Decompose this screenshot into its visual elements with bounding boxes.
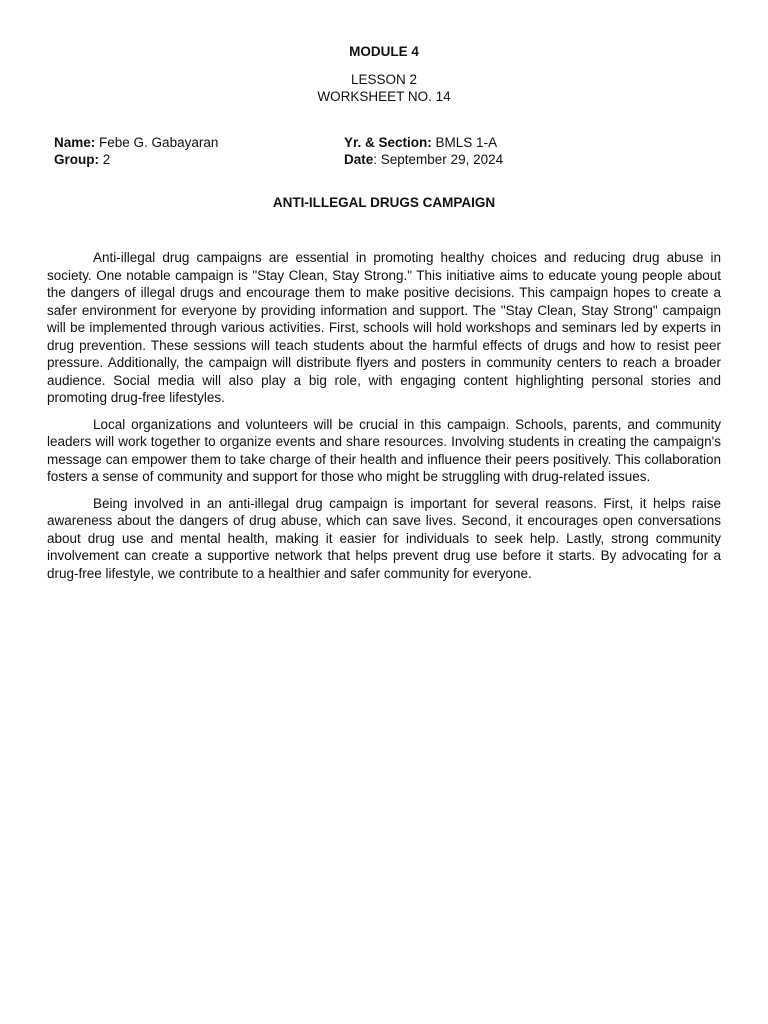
student-info-left [54, 134, 218, 168]
document-body [47, 249, 721, 591]
date-label: Date [344, 152, 374, 167]
date-value: : September 29, 2024 [373, 152, 504, 167]
name-row [54, 134, 218, 151]
group-label: Group: [54, 152, 99, 167]
worksheet-number: WORKSHEET NO. 14 [317, 89, 451, 104]
date-row [344, 151, 503, 168]
student-info-right [344, 134, 503, 168]
document-title: ANTI-ILLEGAL DRUGS CAMPAIGN [272, 195, 496, 210]
paragraph-2: Local organizations and volunteers will be crucial in this campaign. Schools, parents, and community leaders will work together to organize events and share resources. Involving students in creating the campaign's message can empower them to take charge of their health and influence their peers positively. This collaboration fosters a sense of community and support for those who might be struggling with drug-related issues. [47, 416, 721, 484]
section-row [344, 134, 503, 151]
group-row [54, 151, 218, 168]
paragraph-1: Anti-illegal drug campaigns are essential in promoting healthy choices and reducing drug abuse in society. One notable campaign is "Stay Clean, Stay Strong." This initiative aims to educate young people about the dangers of illegal drugs and encourage them to make positive decisions. This campaign hopes to create a safer environment for everyone by providing information and support. The "Stay Clean, Stay Strong" campaign will be implemented through various activities. First, schools will hold workshops and seminars led by experts in drug prevention. These sessions will teach students about the harmful effects of drugs and how to resist peer pressure. Additionally, the campaign will distribute flyers and posters in community centers to reach a broader audience. Social media will also play a big role, with engaging content highlighting personal stories and promoting drug-free lifestyles. [47, 250, 721, 405]
section-value: BMLS 1-A [435, 135, 498, 150]
name-label: Name: [54, 135, 96, 150]
lesson-label: LESSON 2 [350, 72, 418, 87]
group-value: 2 [102, 152, 111, 167]
name-value: Febe G. Gabayaran [99, 135, 219, 150]
paragraph-3: Being involved in an anti-illegal drug campaign is important for several reasons. First, it helps raise awareness about the dangers of drug abuse, which can save lives. Second, it encourages open conversations about drug use and mental health, making it easier for individuals to seek help. Lastly, strong community involvement can create a supportive network that helps prevent drug use before it starts. By advocating for a drug-free lifestyle, we contribute to a healthier and safer community for everyone. [47, 495, 721, 581]
section-label: Yr. & Section: [344, 135, 432, 150]
module-title: MODULE 4 [349, 44, 419, 59]
